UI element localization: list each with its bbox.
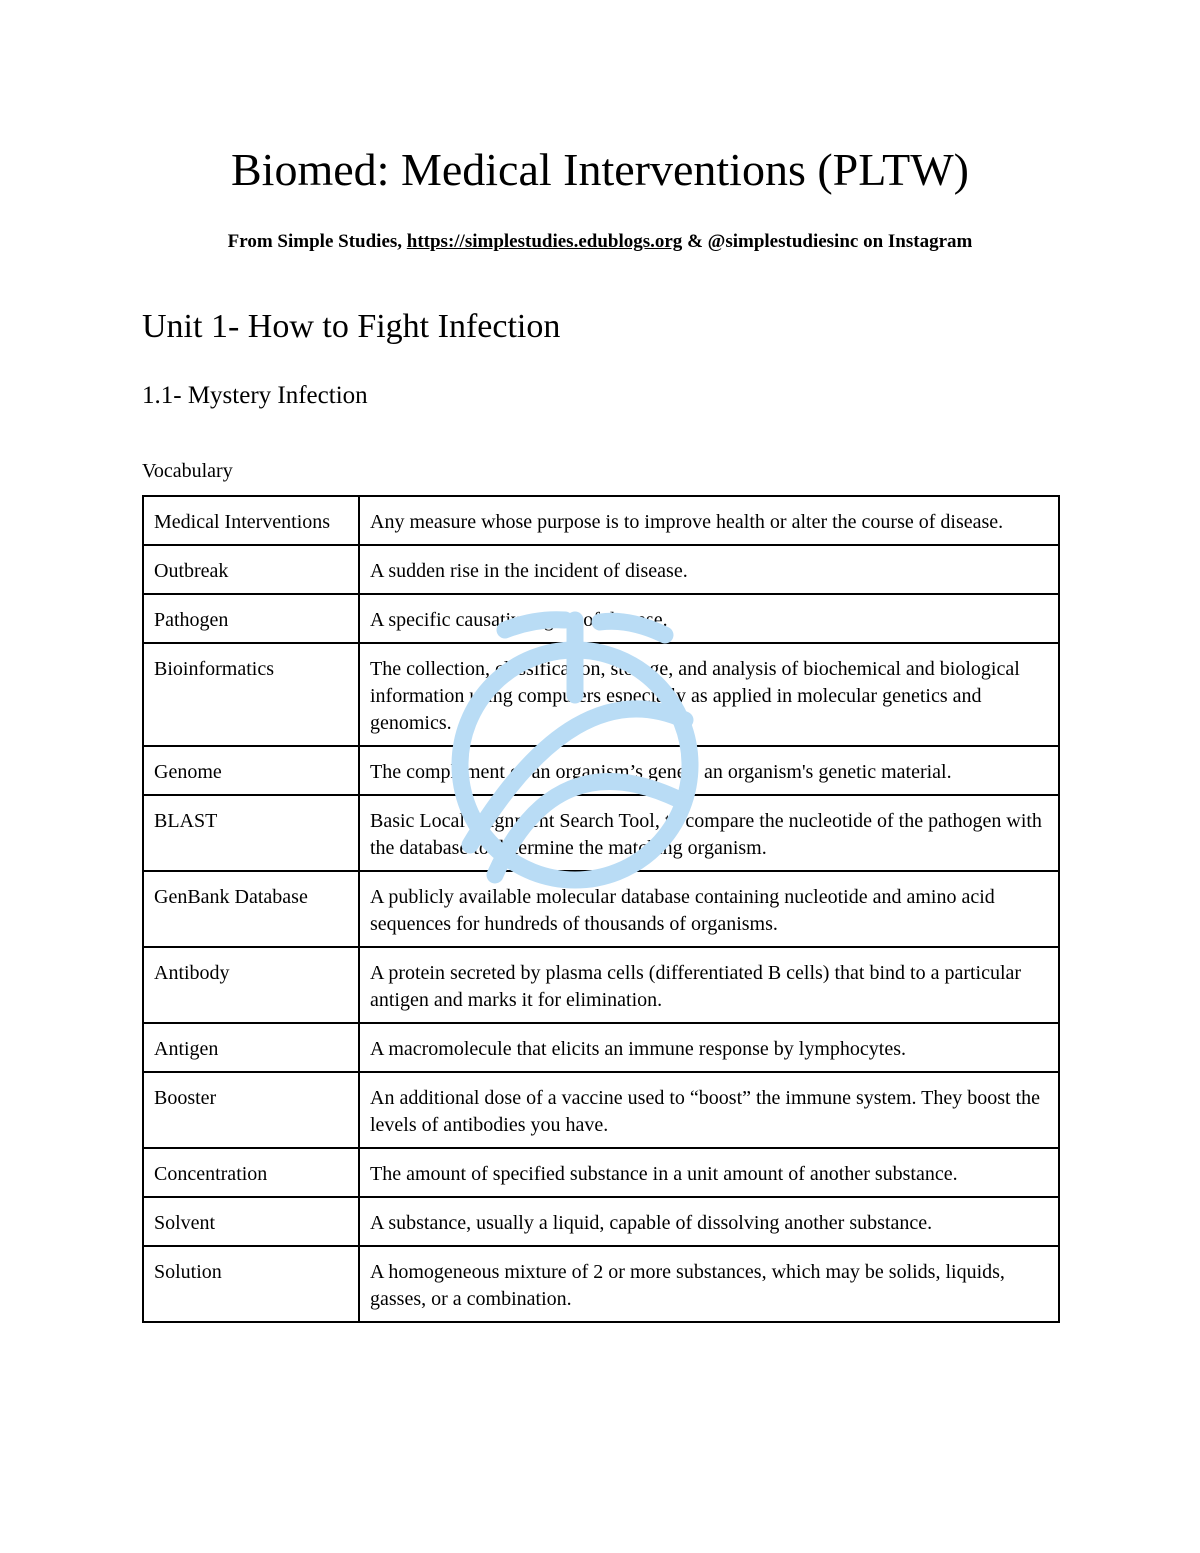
vocab-term: BLAST xyxy=(143,795,359,871)
vocab-term: Medical Interventions xyxy=(143,496,359,545)
vocab-term: Antigen xyxy=(143,1023,359,1072)
table-row xyxy=(143,746,1059,795)
vocab-definition: A macromolecule that elicits an immune response by lymphocytes. xyxy=(359,1023,1059,1072)
vocab-term: Outbreak xyxy=(143,545,359,594)
vocab-definition: An additional dose of a vaccine used to “boost” the immune system. They boost the levels of antibodies you have. xyxy=(359,1072,1059,1148)
table-row xyxy=(143,1246,1059,1322)
unit-heading: Unit 1- How to Fight Infection xyxy=(142,308,561,345)
vocab-term: Antibody xyxy=(143,947,359,1023)
table-row xyxy=(143,947,1059,1023)
vocab-definition: A substance, usually a liquid, capable of dissolving another substance. xyxy=(359,1197,1059,1246)
table-row xyxy=(143,1197,1059,1246)
section-heading: 1.1- Mystery Infection xyxy=(142,382,368,409)
vocab-definition: A publicly available molecular database containing nucleotide and amino acid sequences for hundreds of thousands of organisms. xyxy=(359,871,1059,947)
table-row xyxy=(143,496,1059,545)
vocab-definition: A homogeneous mixture of 2 or more substances, which may be solids, liquids, gasses, or a combination. xyxy=(359,1246,1059,1322)
vocab-term: Solution xyxy=(143,1246,359,1322)
vocab-definition: The complement of an organism’s genes; an organism's genetic material. xyxy=(359,746,1059,795)
vocab-term: Solvent xyxy=(143,1197,359,1246)
table-row xyxy=(143,643,1059,746)
vocab-term: Booster xyxy=(143,1072,359,1148)
byline xyxy=(0,229,1200,255)
vocab-term: GenBank Database xyxy=(143,871,359,947)
table-row xyxy=(143,1148,1059,1197)
document-title: Biomed: Medical Interventions (PLTW) xyxy=(231,144,969,195)
source-link[interactable]: https://simplestudies.edublogs.org xyxy=(406,231,683,252)
table-row xyxy=(143,1072,1059,1148)
table-row xyxy=(143,795,1059,871)
vocab-term: Genome xyxy=(143,746,359,795)
vocabulary-table xyxy=(142,495,1060,1323)
vocab-definition: A specific causative agent of disease. xyxy=(359,594,1059,643)
vocab-definition: A protein secreted by plasma cells (differentiated B cells) that bind to a particular antigen and marks it for elimination. xyxy=(359,947,1059,1023)
table-row xyxy=(143,545,1059,594)
vocabulary-label: Vocabulary xyxy=(142,460,233,482)
table-row xyxy=(143,871,1059,947)
byline-prefix: From Simple Studies, xyxy=(227,231,407,252)
vocab-term: Concentration xyxy=(143,1148,359,1197)
vocab-definition: Any measure whose purpose is to improve health or alter the course of disease. xyxy=(359,496,1059,545)
vocab-term: Bioinformatics xyxy=(143,643,359,746)
vocab-definition: The collection, classification, storage, and analysis of biochemical and biological information using computers especially as applied in molecular genetics and genomics. xyxy=(359,643,1059,746)
table-row xyxy=(143,1023,1059,1072)
vocab-term: Pathogen xyxy=(143,594,359,643)
vocab-definition: A sudden rise in the incident of disease. xyxy=(359,545,1059,594)
table-row xyxy=(143,594,1059,643)
byline-suffix: & @simplestudiesinc on Instagram xyxy=(682,231,973,252)
vocab-definition: The amount of specified substance in a unit amount of another substance. xyxy=(359,1148,1059,1197)
vocab-definition: Basic Local Alignment Search Tool, to compare the nucleotide of the pathogen with the database to determine the matching organism. xyxy=(359,795,1059,871)
